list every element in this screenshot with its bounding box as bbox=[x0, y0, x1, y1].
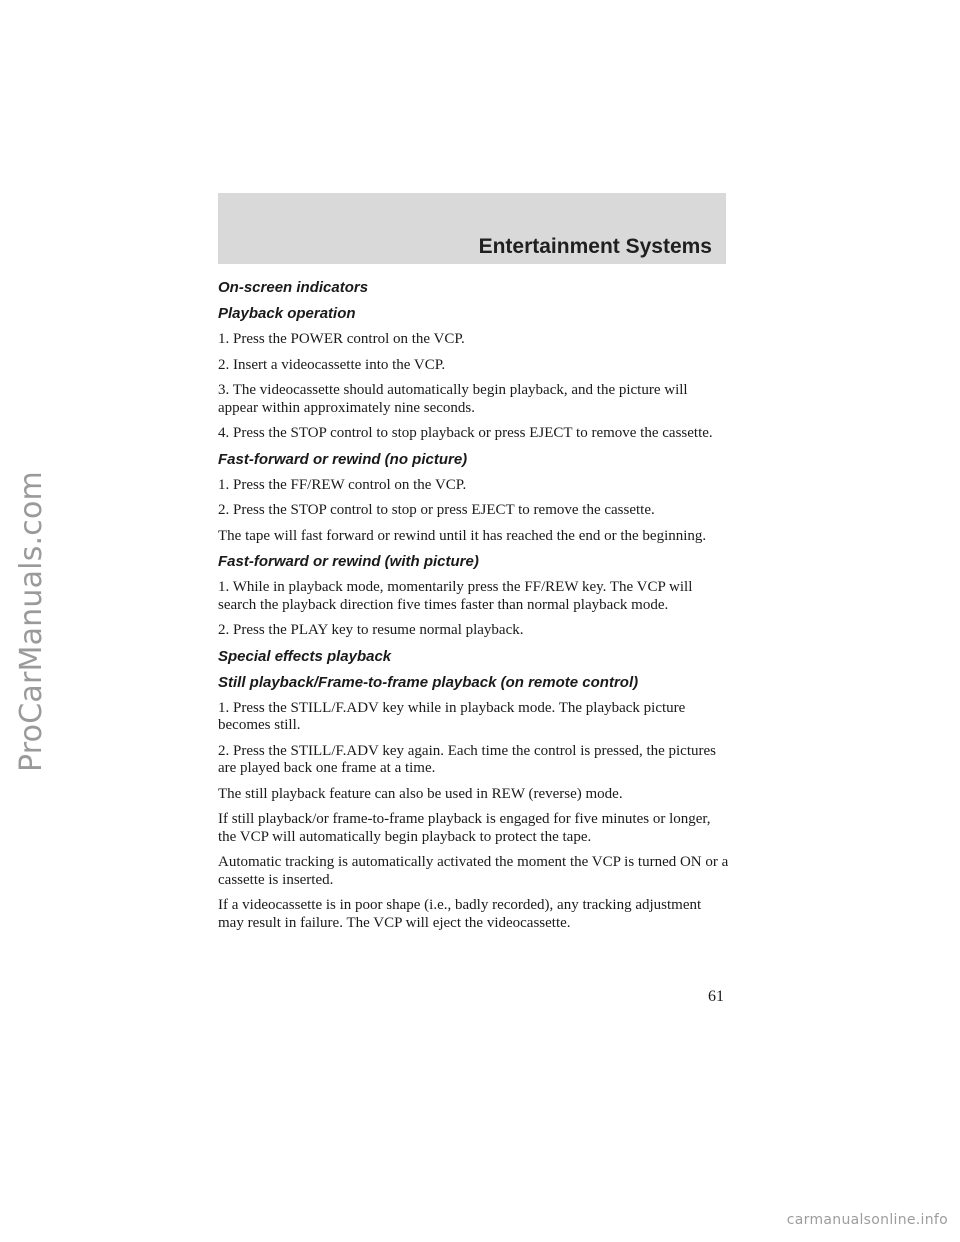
paragraph: 1. While in playback mode, momentarily press the FF/REW key. The VCP will search the playback direction five times faster than normal playback mode. bbox=[218, 579, 693, 613]
paragraph: 1. Press the POWER control on the VCP. bbox=[218, 331, 465, 347]
section-title: Entertainment Systems bbox=[478, 235, 712, 258]
paragraph: 2. Press the STOP control to stop or press EJECT to remove the cassette. bbox=[218, 502, 655, 518]
side-watermark-text: ProCarManuals.com bbox=[13, 470, 49, 772]
paragraph: If still playback/or frame-to-frame playback is engaged for five minutes or longer, the VCP will automatically begin playback to protect the tape. bbox=[218, 811, 711, 845]
paragraph: 4. Press the STOP control to stop playback or press EJECT to remove the cassette. bbox=[218, 425, 713, 441]
paragraph: Automatic tracking is automatically activated the moment the VCP is turned ON or a cassette is inserted. bbox=[218, 854, 729, 888]
page-number: 61 bbox=[708, 988, 724, 1005]
paragraph: The still playback feature can also be used in REW (reverse) mode. bbox=[218, 785, 623, 802]
heading-on-screen-indicators: On-screen indicators bbox=[218, 279, 369, 296]
heading-special-effects-playback: Special effects playback bbox=[218, 647, 392, 665]
heading-still-playback: Still playback/Frame-to-frame playback (on remote control) bbox=[218, 673, 639, 691]
paragraph: 1. Press the FF/REW control on the VCP. bbox=[218, 476, 467, 493]
heading-fast-forward-no-picture: Fast-forward or rewind (no picture) bbox=[218, 450, 468, 468]
paragraph: The tape will fast forward or rewind until it has reached the end or the beginning. bbox=[218, 527, 707, 544]
paragraph: If a videocassette is in poor shape (i.e., badly recorded), any tracking adjustment may result in failure. The VCP will eject the videocassette. bbox=[218, 897, 702, 931]
paragraph: 2. Press the STILL/F.ADV key again. Each time the control is pressed, the pictures are played back one frame at a time. bbox=[218, 742, 716, 776]
paragraph: 2. Press the PLAY key to resume normal playback. bbox=[218, 622, 524, 638]
footer-watermark: carmanualsonline.info bbox=[786, 1212, 948, 1228]
section-header-band bbox=[218, 193, 726, 264]
page-body bbox=[218, 279, 730, 940]
heading-playback-operation: Playback operation bbox=[218, 305, 356, 322]
paragraph: 1. Press the STILL/F.ADV key while in playback mode. The playback picture becomes still. bbox=[218, 699, 686, 733]
paragraph: 3. The videocassette should automatically begin playback, and the picture will appear within approximately nine seconds. bbox=[218, 382, 688, 416]
heading-fast-forward-with-picture: Fast-forward or rewind (with picture) bbox=[218, 553, 479, 570]
side-watermark bbox=[10, 0, 52, 1242]
paragraph: 2. Insert a videocassette into the VCP. bbox=[218, 356, 446, 373]
